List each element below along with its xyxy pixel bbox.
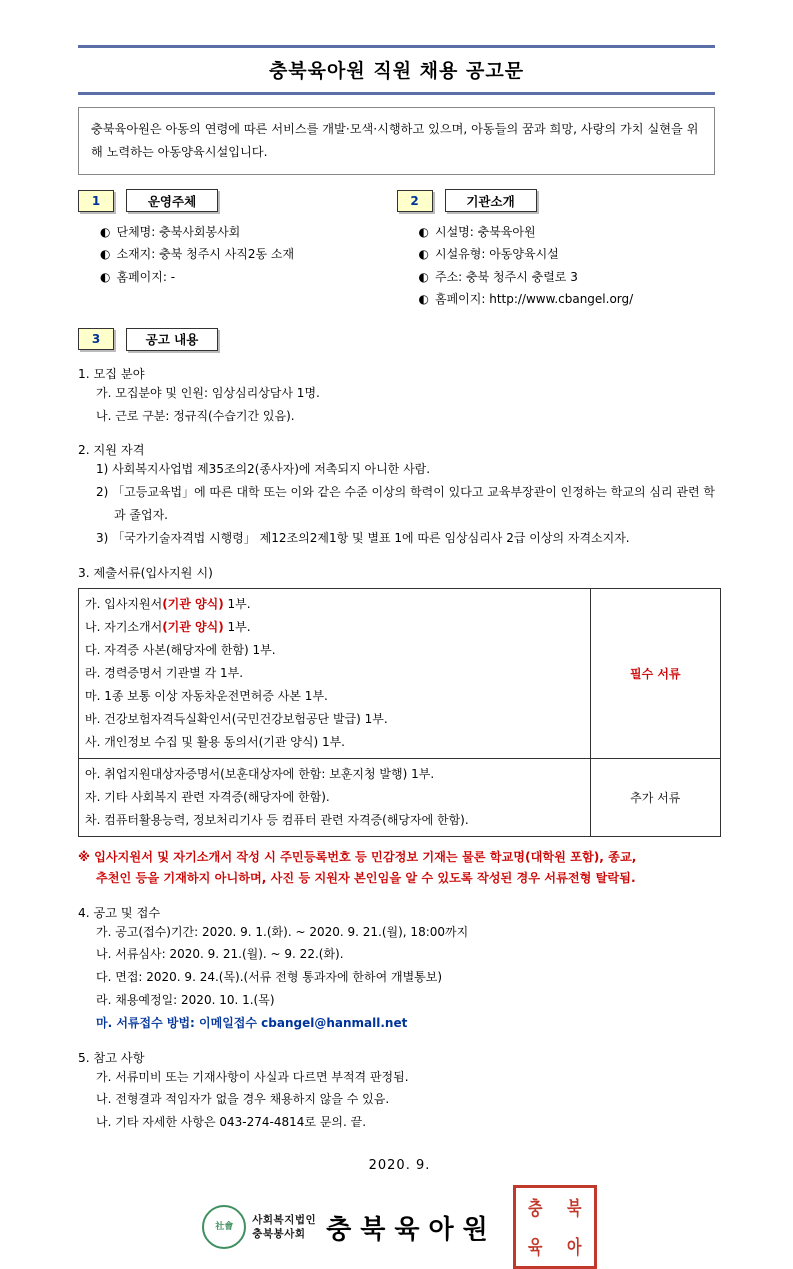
table-row bbox=[79, 758, 721, 836]
homepage-link[interactable]: 홈페이지: http://www.cbangel.org/ bbox=[434, 291, 634, 306]
doc-line: 자. 기타 사회복지 관련 자격증(해당자에 한함). bbox=[85, 789, 330, 804]
notice-line-2: 추천인 등을 기재하지 아니하며, 사진 등 지원자 본인임을 알 수 있도록 작성된 경우 서류전형 탈락됨. bbox=[96, 871, 636, 886]
intro-text: 충북육아원은 아동의 연령에 따른 서비스를 개발·모색·시행하고 있으며, 아동들의 꿈과 희망, 사랑의 가치 실현을 위해 노력하는 아동양육시설입니다. bbox=[91, 122, 699, 159]
item-4-line: 가. 공고(접수)기간: 2020. 9. 1.(화). ~ 2020. 9. 21.(월), 18:00까지 bbox=[96, 924, 469, 939]
issue-date: 2020. 9. bbox=[368, 1158, 431, 1174]
doc-line: 나. 자기소개서(기관 양식) 1부. bbox=[85, 619, 251, 634]
doc-line: 마. 1종 보통 이상 자동차운전면허증 사본 1부. bbox=[85, 688, 328, 703]
section-2-number: 2 bbox=[397, 190, 433, 212]
document-page bbox=[0, 45, 793, 1259]
doc-line: 차. 컴퓨터활용능력, 정보처리기사 등 컴퓨터 관련 자격증(해당자에 한함). bbox=[85, 812, 469, 827]
notice-line-1: 입사지원서 및 자기소개서 작성 시 주민등록번호 등 민감정보 기재는 물론 학교명(대학원 포함), 종교, bbox=[94, 849, 637, 864]
bullet-icon: ◐ bbox=[100, 269, 111, 284]
section-2-label: 기관소개 bbox=[445, 189, 537, 212]
list-item-text: 주소: 충북 청주시 충렬로 3 bbox=[434, 269, 578, 284]
bullet-icon: ◐ bbox=[100, 225, 111, 240]
seal-char: 아 bbox=[566, 1235, 582, 1259]
list-item bbox=[100, 243, 397, 265]
seal-char: 충 bbox=[527, 1196, 543, 1220]
submission-email-line[interactable]: 마. 서류접수 방법: 이메일접수 cbangel@hanmall.net bbox=[96, 1015, 408, 1030]
page-title: 충북육아원 직원 채용 공고문 bbox=[268, 60, 525, 82]
section-1-label: 운영주체 bbox=[126, 189, 218, 212]
list-item bbox=[419, 243, 716, 265]
bullet-icon: ◐ bbox=[418, 247, 429, 262]
item-3-heading: 3. 제출서류(입사지원 시) bbox=[78, 565, 213, 580]
required-docs-label: 필수 서류 bbox=[590, 588, 720, 758]
list-item-text: 소재지: 충북 청주시 사직2동 소재 bbox=[116, 247, 295, 262]
item-5-line: 나. 전형결과 적임자가 없을 경우 채용하지 않을 수 있음. bbox=[96, 1092, 390, 1107]
required-docs-cell bbox=[79, 588, 591, 758]
extra-docs-label: 추가 서류 bbox=[590, 758, 720, 836]
item-2-line: 3) 「국가기술자격법 시행령」 제12조의2제1항 및 별표 1에 따른 임상심리사 2급 이상의 자격소지자. bbox=[96, 530, 630, 545]
item-1-line: 나. 근로 구분: 정규직(수습기간 있음). bbox=[96, 408, 295, 423]
list-item bbox=[419, 288, 716, 310]
bullet-icon: ◐ bbox=[418, 291, 429, 306]
section-2-list bbox=[397, 221, 716, 310]
item-1-heading: 1. 모집 분야 bbox=[78, 366, 145, 381]
foundation-name bbox=[252, 1213, 316, 1241]
table-row bbox=[79, 588, 721, 758]
item-5-line: 가. 서류미비 또는 기재사항이 사실과 다르면 부적격 판정됨. bbox=[96, 1069, 409, 1084]
list-item-text: 홈페이지: - bbox=[116, 269, 176, 284]
item-4-line: 다. 면접: 2020. 9. 24.(목).(서류 전형 통과자에 한하여 개별통보) bbox=[96, 970, 443, 985]
doc-line: 바. 건강보험자격득실확인서(국민건강보험공단 발급) 1부. bbox=[85, 711, 388, 726]
section-3-number: 3 bbox=[78, 328, 114, 350]
section-3-body-2 bbox=[78, 904, 721, 1269]
section-3-header bbox=[78, 328, 715, 351]
list-item bbox=[419, 266, 716, 288]
section-1-operator bbox=[78, 189, 397, 310]
documents-table bbox=[78, 588, 721, 837]
item-2-line: 1) 사회복지사업법 제35조의2(종사자)에 저촉되지 아니한 사람. bbox=[96, 462, 431, 477]
item-2-line: 2) 「고등교육법」에 따른 대학 또는 이와 같은 수준 이상의 학력이 있다고 교육부장관이 인정하는 학교의 심리 관련 학과 졸업자. bbox=[96, 485, 715, 523]
foundation-line-1: 사회복지법인 bbox=[252, 1213, 317, 1226]
bullet-icon: ◐ bbox=[418, 225, 429, 240]
doc-line: 라. 경력증명서 기관별 각 1부. bbox=[85, 665, 244, 680]
intro-paragraph bbox=[78, 107, 715, 175]
org-info-columns bbox=[78, 189, 715, 310]
list-item bbox=[419, 221, 716, 243]
organization-name: 충북육아원 bbox=[326, 1214, 497, 1245]
doc-line: 가. 입사지원서(기관 양식) 1부. bbox=[85, 596, 251, 611]
list-item bbox=[100, 266, 397, 288]
notice-mark-icon: ※ bbox=[78, 849, 90, 864]
seal-char: 육 bbox=[527, 1235, 543, 1259]
seal-char: 북 bbox=[566, 1196, 582, 1220]
foundation-emblem-icon: 社會 bbox=[202, 1205, 246, 1249]
item-5-heading: 5. 참고 사항 bbox=[78, 1050, 145, 1065]
section-1-list bbox=[78, 221, 397, 288]
list-item-text: 단체명: 충북사회봉사회 bbox=[116, 225, 241, 240]
list-item-text: 시설명: 충북육아원 bbox=[434, 225, 536, 240]
signature-block bbox=[78, 1185, 721, 1269]
item-5-line: 나. 기타 자세한 사항은 043-274-4814로 문의. 끝. bbox=[96, 1115, 367, 1130]
privacy-notice bbox=[78, 847, 721, 890]
foundation-line-2: 충북봉사회 bbox=[252, 1228, 306, 1241]
official-seal-icon bbox=[513, 1185, 597, 1269]
title-banner bbox=[78, 45, 715, 95]
doc-line: 아. 취업지원대상자증명서(보훈대상자에 한함: 보훈지청 발행) 1부. bbox=[85, 766, 435, 781]
section-2-institution bbox=[397, 189, 716, 310]
section-1-header bbox=[78, 189, 397, 212]
form-emphasis: (기관 양식) bbox=[162, 619, 224, 634]
bullet-icon: ◐ bbox=[418, 269, 429, 284]
extra-docs-cell bbox=[79, 758, 591, 836]
item-4-line: 나. 서류심사: 2020. 9. 21.(월). ~ 9. 22.(화). bbox=[96, 947, 344, 962]
section-3-label: 공고 내용 bbox=[126, 328, 218, 351]
doc-line: 사. 개인정보 수집 및 활용 동의서(기관 양식) 1부. bbox=[85, 734, 345, 749]
list-item bbox=[100, 221, 397, 243]
doc-line: 다. 자격증 사본(해당자에 한함) 1부. bbox=[85, 642, 276, 657]
bullet-icon: ◐ bbox=[100, 247, 111, 262]
item-4-heading: 4. 공고 및 접수 bbox=[78, 905, 161, 920]
section-3-body bbox=[78, 365, 721, 581]
form-emphasis: (기관 양식) bbox=[162, 596, 224, 611]
item-4-line: 라. 채용예정일: 2020. 10. 1.(목) bbox=[96, 993, 275, 1008]
item-2-heading: 2. 지원 자격 bbox=[78, 443, 145, 458]
section-2-header bbox=[397, 189, 716, 212]
item-1-line: 가. 모집분야 및 인원: 임상심리상담사 1명. bbox=[96, 385, 320, 400]
section-1-number: 1 bbox=[78, 190, 114, 212]
list-item-text: 시설유형: 아동양육시설 bbox=[434, 247, 559, 262]
